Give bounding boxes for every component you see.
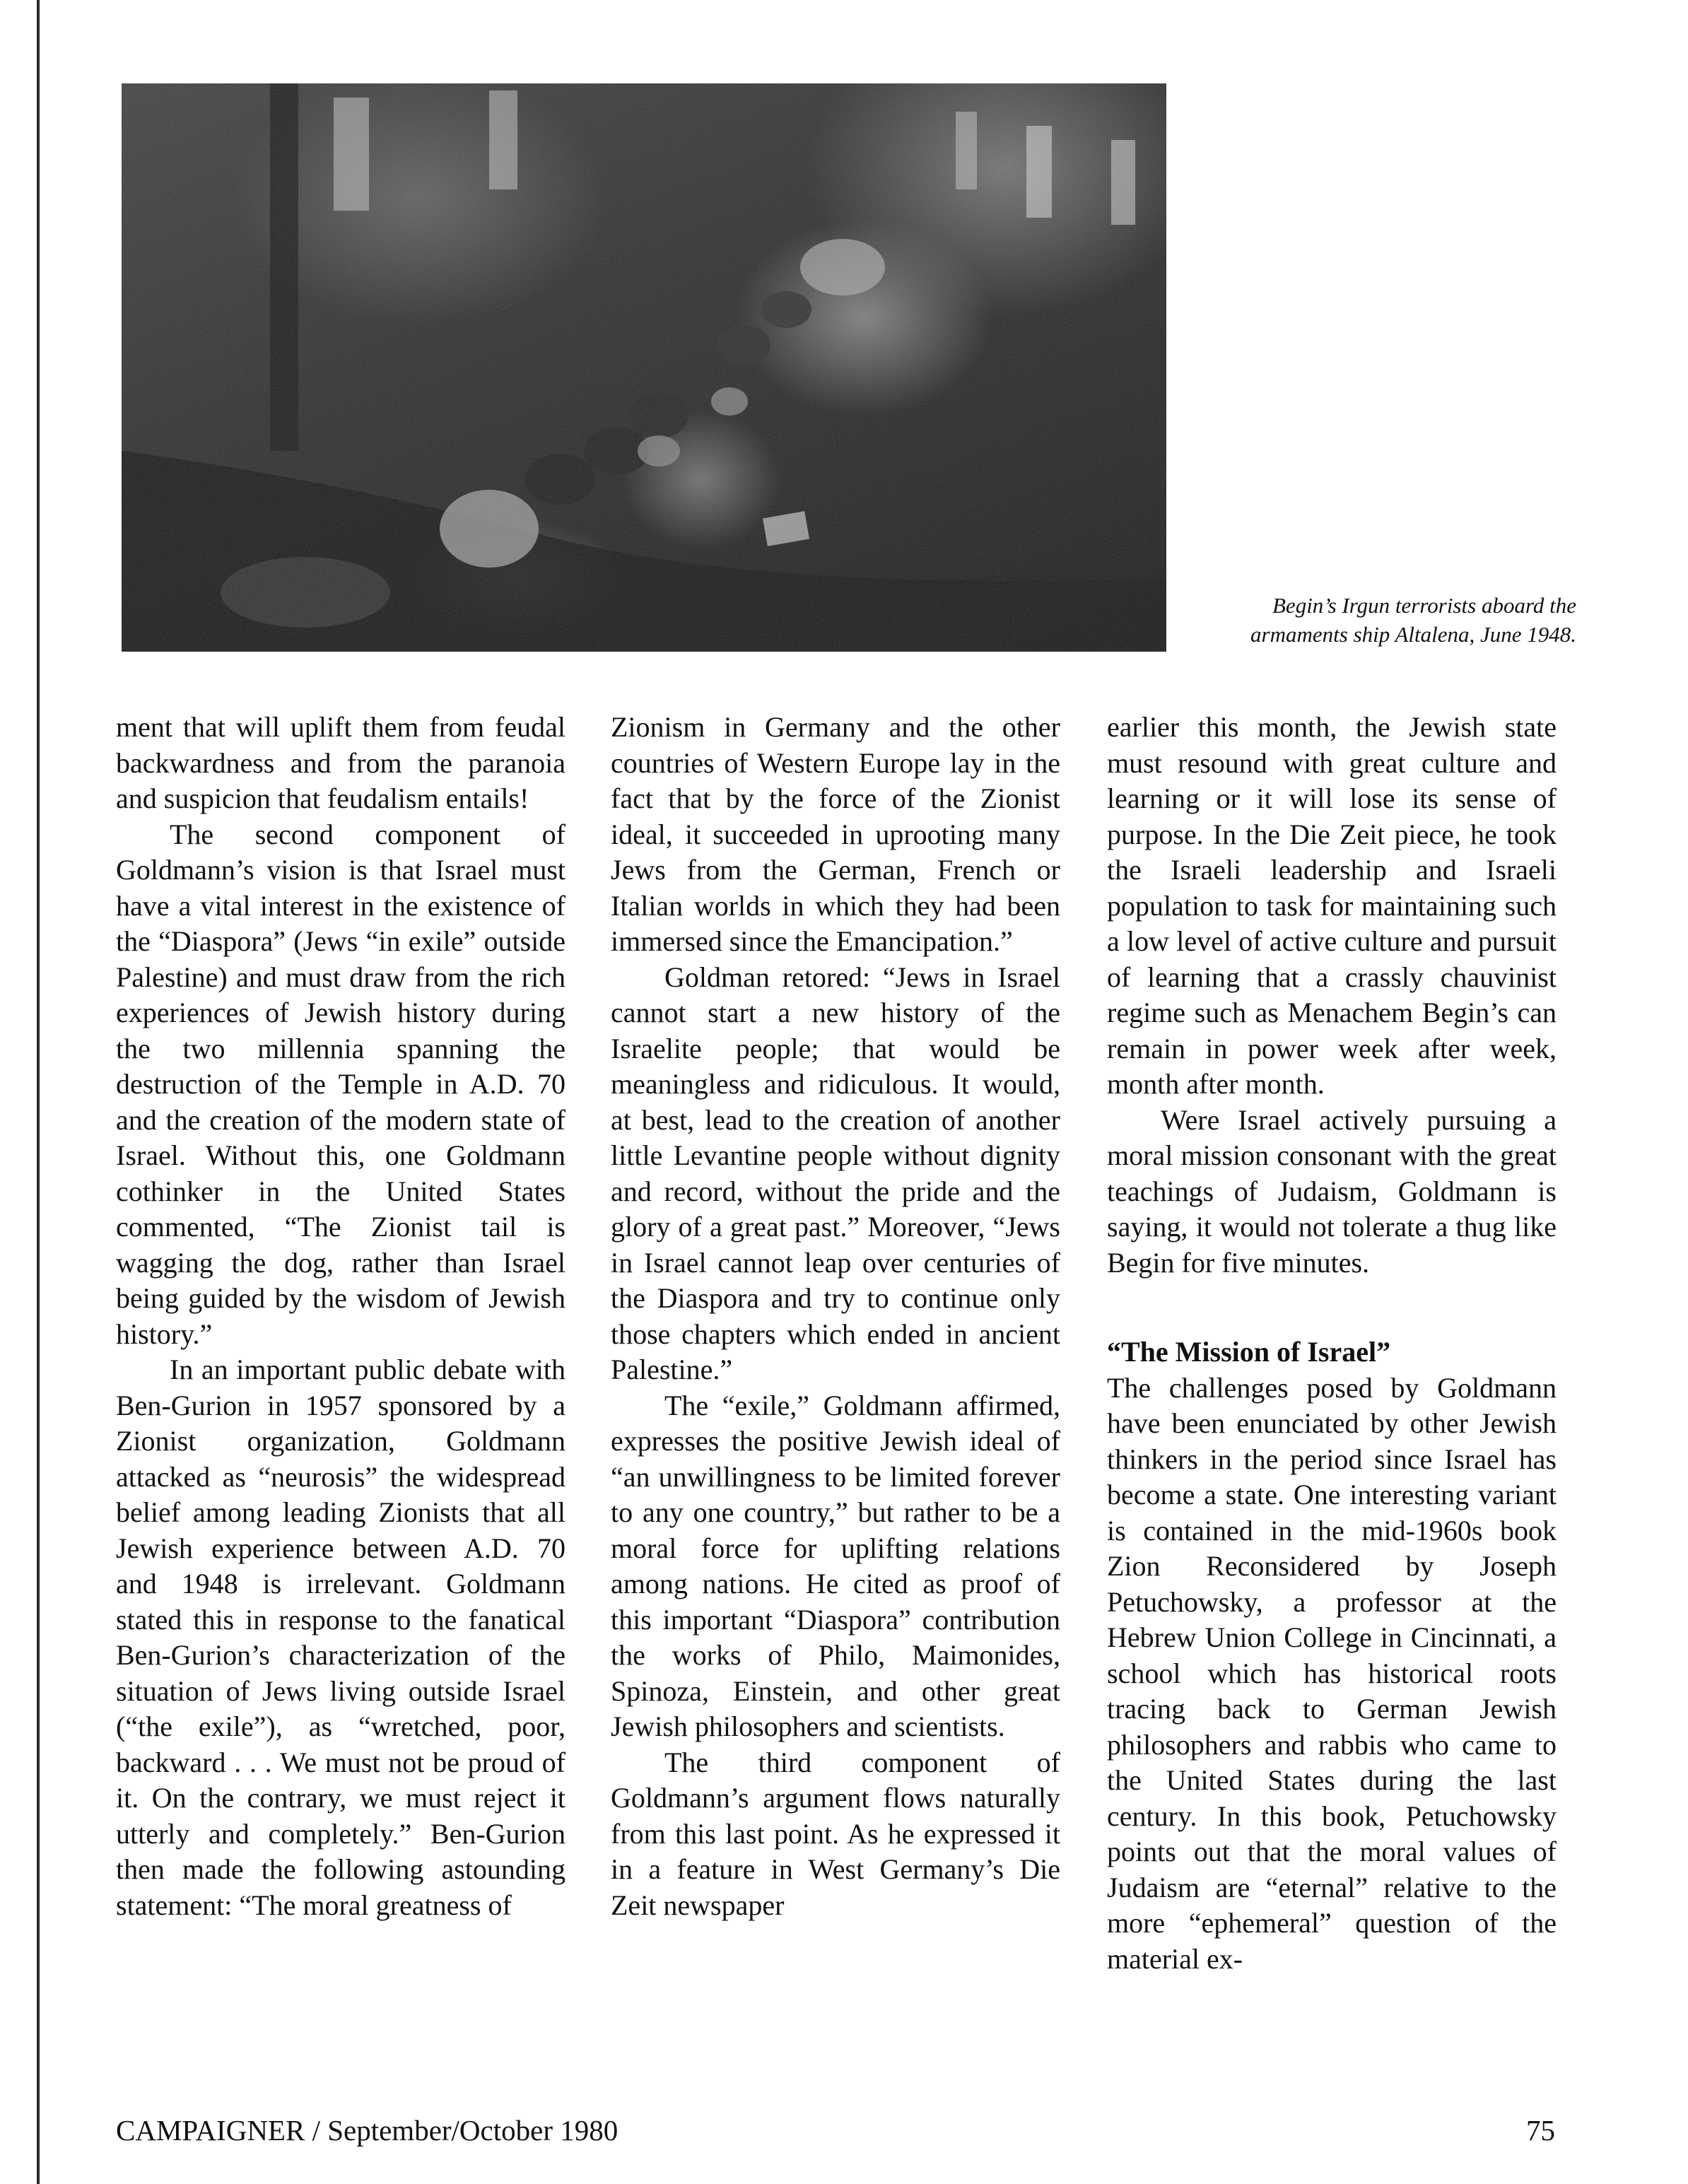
altalena-photo <box>122 83 1166 652</box>
paragraph: earlier this month, the Jewish state must resound with great culture and learning or it will lose its sense of purpose. In the Die Zeit piece, he took the Israeli leadership and Israeli population to task for maintaining such a low level of active culture and pursuit of learning that a crassly chauvinist regime such as Menachem Begin’s can remain in power week after week, month after month. <box>1107 711 1557 1100</box>
paragraph: Goldman retored: “Jews in Israel cannot start a new history of the Israelite people; that would be meaningless and ridiculous. It would, at best, lead to the creation of another little Levantine people without dignity and record, without the pride and the glory of a great past.” Moreover, “Jews in Israel cannot leap over centuries of the Diaspora and try to continue only those chapters which ended in ancient Palestine.” <box>611 961 1060 1385</box>
publication-footer: CAMPAIGNER / September/October 1980 <box>116 2114 619 2147</box>
section-gap <box>1107 1281 1557 1334</box>
paragraph: ment that will uplift them from feudal backwardness and from the paranoia and suspicion that feudalism entails! <box>116 711 565 814</box>
section-heading: “The Mission of Israel” <box>1107 1336 1391 1368</box>
caption-line-2: armaments ship Altalena, June 1948. <box>1250 622 1576 647</box>
paragraph: Zionism in Germany and the other countries of Western Europe lay in the fact that by the force of the Zionist ideal, it succeeded in uprooting many Jews from the German, French or Italian worlds in which they had been immersed since the Emancipation.” <box>611 711 1060 957</box>
text-column-1 <box>116 710 565 1923</box>
paragraph: Were Israel actively pursuing a moral mission consonant with the great teachings of Judaism, Goldmann is saying, it would not tolerate a thug like Begin for five minutes. <box>1107 1103 1557 1279</box>
text-column-2 <box>611 710 1060 1923</box>
photo-image <box>122 83 1166 652</box>
paragraph: The challenges posed by Goldmann have been enunciated by other Jewish thinkers in the period since Israel has become a state. One interesting variant is contained in the mid-1960s book Zion Reconsidered by Joseph Petuchowsky, a professor at the Hebrew Union College in Cincinnati, a school which has historical roots tracing back to German Jewish philosophers and rabbis who came to the United States during the last century. In this book, Petuchowsky points out that the moral values of Judaism are “eternal” relative to the more “ephemeral” question of the material ex- <box>1107 1371 1557 1975</box>
page-number: 75 <box>1526 2114 1555 2147</box>
paragraph: In an important public debate with Ben-Gurion in 1957 sponsored by a Zionist organization, Goldmann attacked as “neurosis” the widespread belief among leading Zionists that all Jewish experience between A.D. 70 and 1948 is irrelevant. Goldmann stated this in response to the fanatical Ben-Gurion’s characterization of the situation of Jews living outside Israel (“the exile”), as “wretched, poor, backward . . . We must not be proud of it. On the contrary, we must reject it utterly and completely.” Ben-Gurion then made the following astounding statement: “The moral greatness of <box>116 1354 565 1921</box>
binding-edge-line <box>37 0 40 2184</box>
paragraph: The second component of Goldmann’s vision is that Israel must have a vital interest in the existence of the “Diaspora” (Jews “in exile” outside Palestine) and must draw from the rich experiences of Jewish history during the two millennia spanning the destruction of the Temple in A.D. 70 and the creation of the modern state of Israel. Without this, one Goldmann cothinker in the United States commented, “The Zionist tail is wagging the dog, rather than Israel being guided by the wisdom of Jewish history.” <box>116 818 565 1350</box>
paragraph: The third component of Goldmann’s argument flows naturally from this last point. As he expressed it in a feature in West Germany’s Die Zeit newspaper <box>611 1746 1060 1921</box>
caption-line-1: Begin’s Irgun terrorists aboard the <box>1272 593 1576 618</box>
photo-caption <box>1195 591 1576 649</box>
paragraph: The “exile,” Goldmann affirmed, expresses the positive Jewish ideal of “an unwillingness to be limited forever to any one country,” but rather to be a moral force for uplifting relations among nations. He cited as proof of this important “Diaspora” contribution the works of Philo, Maimonides, Spinoza, Einstein, and other great Jewish philosophers and scientists. <box>611 1389 1060 1742</box>
text-column-3 <box>1107 710 1557 1977</box>
